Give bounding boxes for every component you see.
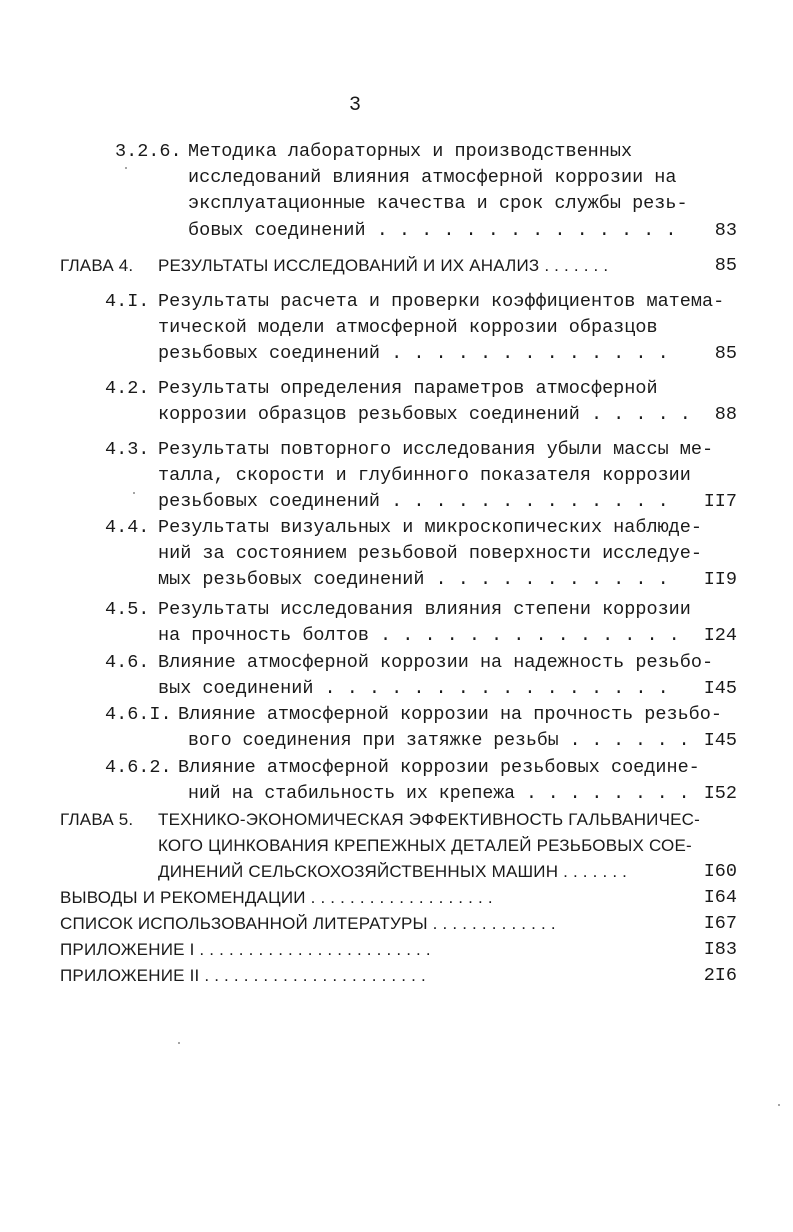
- toc-entry-page: I24: [703, 625, 737, 646]
- toc-entry-number: 4.6.I.: [105, 704, 172, 725]
- toc-entry-page: 88: [714, 404, 737, 425]
- toc-entry-page: 85: [714, 343, 737, 364]
- toc-entry-line: ПРИЛОЖЕНИЕ II . . . . . . . . . . . . . . . . . . . . . . .: [60, 966, 426, 985]
- toc-entry-number: 4.6.2.: [105, 757, 172, 778]
- toc-entry-line: Результаты определения параметров атмосферной: [158, 378, 658, 399]
- toc-entry-line: резьбовых соединений . . . . . . . . . . . . .: [158, 343, 669, 364]
- toc-entry-line: исследований влияния атмосферной коррозии на: [188, 167, 677, 188]
- toc-entry-line: тической модели атмосферной коррозии образцов: [158, 317, 658, 338]
- toc-entry-page: 2I6: [703, 965, 737, 986]
- toc-entry-4-1: [105, 289, 737, 373]
- toc-entry-line: ний на стабильность их крепежа . . . . . . . .: [188, 783, 690, 804]
- toc-entry-conclusions: [60, 885, 737, 913]
- toc-entry-number: 4.5.: [105, 599, 150, 620]
- toc-entry-number: 4.3.: [105, 439, 150, 460]
- toc-entry-page: I67: [703, 913, 737, 934]
- toc-entry-number: 4.2.: [105, 378, 150, 399]
- scan-speck: [133, 492, 135, 494]
- toc-entry-line: КОГО ЦИНКОВАНИЯ КРЕПЕЖНЫХ ДЕТАЛЕЙ РЕЗЬБОВЫХ СОЕ-: [158, 836, 692, 855]
- toc-entry-page: I45: [703, 730, 737, 751]
- toc-entry-number: ГЛАВА 4.: [60, 256, 134, 275]
- toc-entry-4-4: [105, 515, 737, 599]
- toc-entry-line: СПИСОК ИСПОЛЬЗОВАННОЙ ЛИТЕРАТУРЫ . . . . . . . . . . . . .: [60, 914, 556, 933]
- toc-entry-line: Методика лабораторных и производственных: [188, 141, 633, 162]
- toc-entry-line: на прочность болтов . . . . . . . . . . . . . .: [158, 625, 680, 646]
- toc-entry-4-5: [105, 597, 737, 653]
- toc-entry-line: ВЫВОДЫ И РЕКОМЕНДАЦИИ . . . . . . . . . . . . . . . . . . .: [60, 888, 493, 907]
- toc-entry-line: ДИНЕНИЙ СЕЛЬСКОХОЗЯЙСТВЕННЫХ МАШИН . . . . . . .: [158, 862, 628, 881]
- toc-entry-line: РЕЗУЛЬТАТЫ ИССЛЕДОВАНИЙ И ИХ АНАЛИЗ . . . . . . .: [158, 256, 609, 275]
- toc-entry-4-2: [105, 376, 737, 432]
- toc-entry-line: талла, скорости и глубинного показателя коррозии: [158, 465, 691, 486]
- toc-entry-line: Результаты повторного исследования убыли массы ме-: [158, 439, 714, 460]
- toc-entry-page: II9: [703, 569, 737, 590]
- toc-entry-page: I52: [703, 783, 737, 804]
- toc-entry-page: I60: [703, 861, 737, 882]
- toc-entry-line: Влияние атмосферной коррозии на надежность резьбо-: [158, 652, 714, 673]
- toc-entry-line: вого соединения при затяжке резьбы . . . . . .: [188, 730, 690, 751]
- toc-entry-line: ний за состоянием резьбовой поверхности исследуе-: [158, 543, 702, 564]
- toc-entry-appendix-2: [60, 963, 737, 991]
- toc-entry-number: 4.I.: [105, 291, 150, 312]
- page-number: 3: [348, 94, 361, 117]
- toc-entry-line: бовых соединений . . . . . . . . . . . . . .: [188, 220, 677, 241]
- toc-entry-page: 85: [714, 255, 737, 276]
- toc-entry-line: Влияние атмосферной коррозии на прочность резьбо-: [178, 704, 722, 725]
- toc-entry-page: I45: [703, 678, 737, 699]
- toc-entry-line: Результаты исследования влияния степени коррозии: [158, 599, 691, 620]
- toc-entry-number: 4.6.: [105, 652, 150, 673]
- toc-entry-line: Результаты расчета и проверки коэффициентов матема-: [158, 291, 725, 312]
- toc-entry-number: 4.4.: [105, 517, 150, 538]
- toc-entry-line: Результаты визуальных и микроскопических наблюде-: [158, 517, 702, 538]
- toc-entry-page: II7: [703, 491, 737, 512]
- toc-entry-line: ПРИЛОЖЕНИЕ I . . . . . . . . . . . . . . . . . . . . . . . .: [60, 940, 431, 959]
- toc-entry-line: Влияние атмосферной коррозии резьбовых соедине-: [178, 757, 700, 778]
- toc-entry-appendix-1: [60, 937, 737, 965]
- scan-speck: [125, 167, 127, 169]
- toc-entry-page: 83: [714, 220, 737, 241]
- toc-entry-4-6-1: [105, 702, 737, 758]
- scan-speck: [178, 1042, 180, 1044]
- toc-entry-4-6-2: [105, 755, 737, 811]
- toc-entry-page: I83: [703, 939, 737, 960]
- toc-entry-line: мых резьбовых соединений . . . . . . . . . . .: [158, 569, 669, 590]
- toc-entry-4-6: [105, 650, 737, 706]
- toc-entry-chapter-5: [60, 807, 737, 891]
- toc-entry-line: коррозии образцов резьбовых соединений . . . . .: [158, 404, 691, 425]
- toc-entry-chapter-4: [60, 253, 737, 283]
- toc-entry-number: 3.2.6.: [115, 141, 182, 162]
- toc-entry-line: ТЕХНИКО-ЭКОНОМИЧЕСКАЯ ЭФФЕКТИВНОСТЬ ГАЛЬВАНИЧЕС-: [158, 810, 701, 829]
- toc-entry-3-2-6: [115, 139, 737, 249]
- toc-entry-4-3: [105, 437, 737, 521]
- toc-entry-page: I64: [703, 887, 737, 908]
- toc-entry-line: эксплуатационные качества и срок службы резь-: [188, 193, 688, 214]
- scan-speck: [778, 1104, 780, 1106]
- toc-entry-line: резьбовых соединений . . . . . . . . . . . . .: [158, 491, 669, 512]
- toc-entry-number: ГЛАВА 5.: [60, 810, 134, 829]
- toc-entry-bibliography: [60, 911, 737, 939]
- toc-entry-line: вых соединений . . . . . . . . . . . . . . . .: [158, 678, 669, 699]
